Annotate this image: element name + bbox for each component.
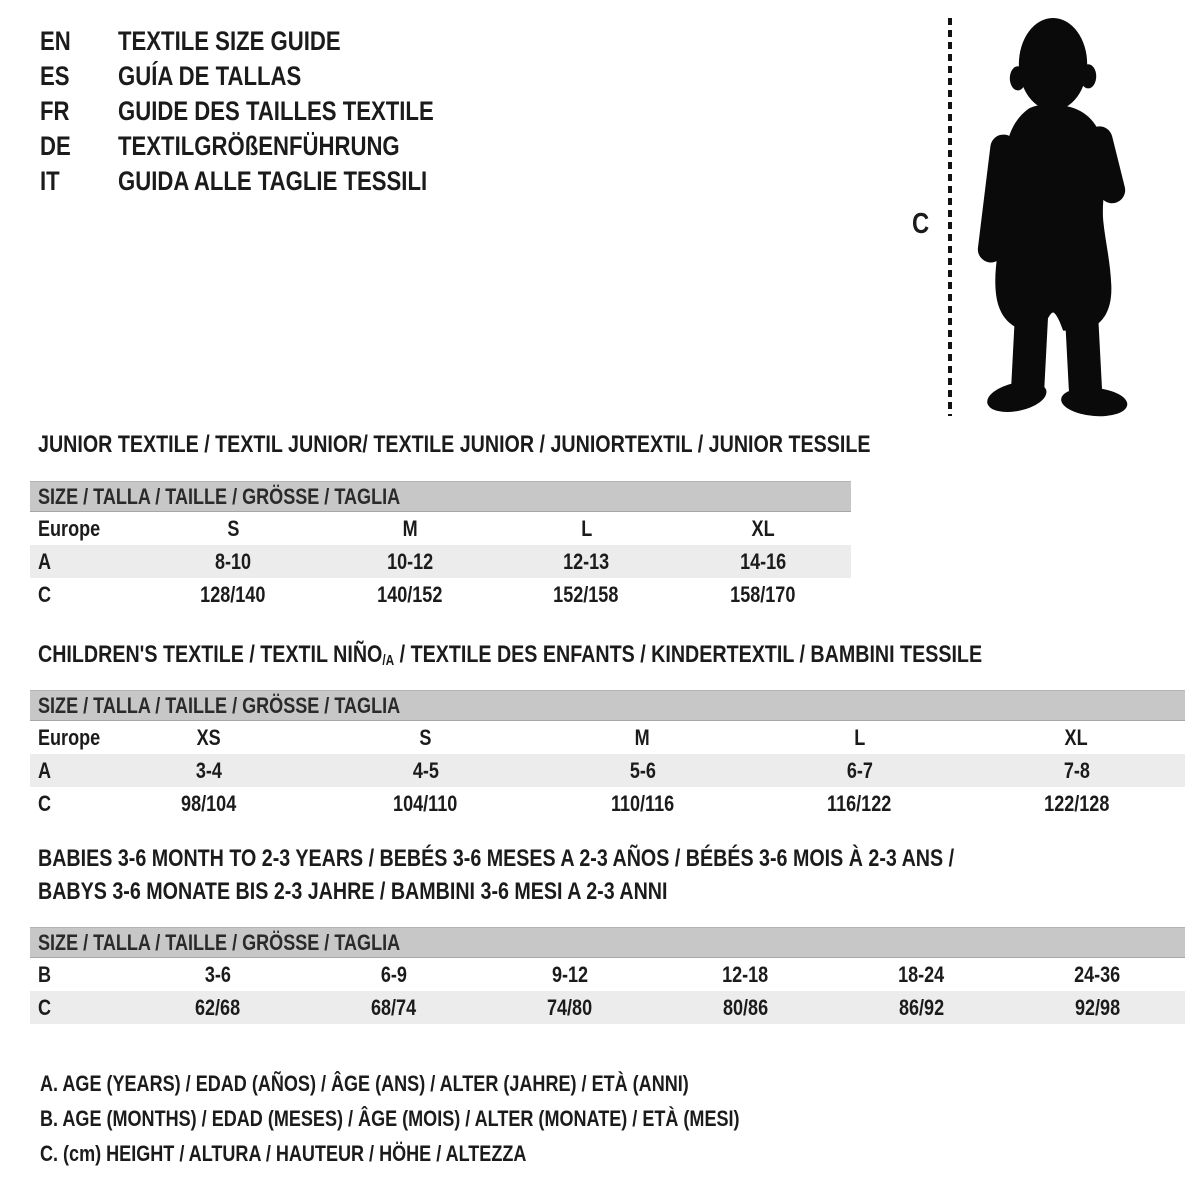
size-cell: [145, 512, 322, 545]
height-value: 74/80: [546, 995, 593, 1020]
size-header-band: [30, 927, 1185, 958]
language-code-text: IT: [40, 166, 60, 196]
age-cell: [675, 545, 852, 578]
language-code-text: EN: [40, 26, 71, 56]
row-label: [30, 545, 145, 578]
size-value: M: [402, 516, 418, 541]
height-value: 158/170: [730, 582, 796, 607]
age-value: 10-12: [386, 549, 433, 574]
table-row-europe: [30, 721, 1185, 754]
row-label: [30, 958, 130, 991]
legend-line-b-wrap: [40, 1101, 893, 1136]
table-row-europe: [30, 512, 851, 545]
table-row-height: [30, 578, 851, 611]
row-label-text: Europe: [38, 725, 101, 750]
language-row-es: [40, 59, 503, 94]
row-label: [30, 578, 145, 611]
age-value: 6-7: [846, 758, 873, 783]
months-value: 3-6: [204, 962, 231, 987]
language-code: [40, 164, 118, 199]
height-cell: [306, 991, 482, 1024]
age-value: 4-5: [412, 758, 439, 783]
height-cell: [833, 991, 1009, 1024]
row-label-text: C: [38, 995, 52, 1020]
size-cell: [498, 512, 675, 545]
height-value: 128/140: [200, 582, 266, 607]
junior-section-title: [38, 432, 1053, 458]
size-header-band: [30, 481, 851, 512]
height-value: 152/158: [553, 582, 619, 607]
size-cell: [751, 721, 968, 754]
height-value: 116/122: [827, 791, 892, 816]
size-cell: [534, 721, 751, 754]
months-value: 6-9: [380, 962, 407, 987]
row-label-text: C: [38, 582, 52, 607]
size-cell: [317, 721, 534, 754]
height-cell: [968, 787, 1185, 820]
months-cell: [833, 958, 1009, 991]
language-row-en: [40, 24, 503, 59]
language-code: [40, 129, 118, 164]
months-value: 18-24: [898, 962, 945, 987]
height-measure-dashed-line: [948, 18, 952, 416]
legend-line-a-wrap: [40, 1066, 893, 1101]
size-header-band: [30, 690, 1185, 721]
size-cell: [100, 721, 317, 754]
height-cell: [322, 578, 499, 611]
age-cell: [100, 754, 317, 787]
babies-title-line2: BABYS 3-6 MONATE BIS 2-3 JAHRE / BAMBINI 3-6 MESI A 2-3 ANNI: [38, 878, 668, 905]
guide-title-text: GUIDA ALLE TAGLIE TESSILI: [118, 166, 428, 196]
row-label: [30, 787, 100, 820]
height-cell: [657, 991, 833, 1024]
size-cell: [968, 721, 1185, 754]
height-cell: [100, 787, 317, 820]
row-label: [30, 512, 145, 545]
table-row-age: [30, 754, 1185, 787]
guide-title-text: TEXTILGRÖßENFÜHRUNG: [118, 131, 400, 161]
babies-title-line1-wrap: [38, 842, 1155, 875]
table-row-height: [30, 787, 1185, 820]
language-row-de: [40, 129, 503, 164]
size-value: S: [419, 725, 432, 750]
guide-title: [118, 24, 503, 59]
age-cell: [534, 754, 751, 787]
row-label-text: C: [38, 791, 52, 816]
height-value: 104/110: [393, 791, 458, 816]
guide-title: [118, 164, 503, 199]
row-label: [30, 991, 130, 1024]
size-value: S: [227, 516, 240, 541]
row-label: [30, 754, 100, 787]
size-value: M: [634, 725, 651, 750]
table-row-age: [30, 545, 851, 578]
height-cell: [1009, 991, 1185, 1024]
size-header-text: SIZE / TALLA / TAILLE / GRÖSSE / TAGLIA: [38, 930, 401, 955]
junior-size-table: [30, 481, 851, 611]
age-value: 8-10: [215, 549, 252, 574]
height-measure-label-text: C: [912, 208, 930, 240]
guide-title-text: GUÍA DE TALLAS: [118, 61, 302, 91]
age-cell: [498, 545, 675, 578]
height-cell: [534, 787, 751, 820]
months-cell: [130, 958, 306, 991]
months-cell: [657, 958, 833, 991]
height-cell: [145, 578, 322, 611]
height-value: 110/116: [610, 791, 675, 816]
months-value: 9-12: [551, 962, 588, 987]
guide-title-text: GUIDE DES TAILLES TEXTILE: [118, 96, 434, 126]
legend-line-c-wrap: [40, 1136, 893, 1171]
size-header-text: SIZE / TALLA / TAILLE / GRÖSSE / TAGLIA: [38, 484, 401, 509]
age-cell: [145, 545, 322, 578]
age-cell: [322, 545, 499, 578]
age-cell: [968, 754, 1185, 787]
size-value: XL: [1064, 725, 1089, 750]
language-row-it: [40, 164, 503, 199]
height-value: 68/74: [371, 995, 417, 1020]
size-value: XL: [751, 516, 775, 541]
height-value: 62/68: [195, 995, 241, 1020]
height-value: 98/104: [180, 791, 237, 816]
size-cell: [322, 512, 499, 545]
language-row-fr: [40, 94, 503, 129]
legend: [40, 1066, 893, 1171]
height-cell: [130, 991, 306, 1024]
babies-size-table: [30, 927, 1185, 1024]
table-row-height: [30, 991, 1185, 1024]
months-cell: [482, 958, 658, 991]
age-value: 14-16: [739, 549, 786, 574]
size-value: XS: [196, 725, 221, 750]
height-cell: [317, 787, 534, 820]
children-title-prefix: CHILDREN'S TEXTILE / TEXTIL NIÑO: [38, 641, 383, 668]
language-code: [40, 59, 118, 94]
language-title-list: [40, 24, 503, 199]
age-value: 7-8: [1063, 758, 1090, 783]
months-cell: [1009, 958, 1185, 991]
babies-title-line2-wrap: [38, 875, 1155, 908]
legend-line-c: C. (cm) HEIGHT / ALTURA / HAUTEUR / HÖHE / ALTEZZA: [40, 1141, 527, 1166]
height-value: 86/92: [898, 995, 944, 1020]
age-cell: [317, 754, 534, 787]
height-value: 80/86: [722, 995, 768, 1020]
legend-line-b: B. AGE (MONTHS) / EDAD (MESES) / ÂGE (MOIS) / ALTER (MONATE) / ETÀ (MESI): [40, 1106, 740, 1131]
guide-title: [118, 94, 503, 129]
size-cell: [675, 512, 852, 545]
row-label-text: Europe: [38, 516, 101, 541]
height-value: 140/152: [377, 582, 443, 607]
height-value: 122/128: [1043, 791, 1110, 816]
size-value: L: [580, 516, 592, 541]
toddler-silhouette-icon: [962, 16, 1138, 418]
language-code-text: DE: [40, 131, 71, 161]
height-cell: [675, 578, 852, 611]
months-cell: [306, 958, 482, 991]
children-section-title: [38, 642, 1189, 671]
legend-line-a: A. AGE (YEARS) / EDAD (AÑOS) / ÂGE (ANS) / ALTER (JAHRE) / ETÀ (ANNI): [40, 1071, 689, 1096]
size-value: L: [853, 725, 866, 750]
height-value: 92/98: [1074, 995, 1120, 1020]
children-title-suffix: / TEXTILE DES ENFANTS / KINDERTEXTIL / BAMBINI TESSILE: [394, 641, 983, 668]
age-cell: [751, 754, 968, 787]
language-code-text: ES: [40, 61, 70, 91]
age-value: 12-13: [563, 549, 610, 574]
language-code: [40, 94, 118, 129]
guide-title-text: TEXTILE SIZE GUIDE: [118, 26, 341, 56]
height-cell: [498, 578, 675, 611]
row-label-text: A: [38, 549, 52, 574]
height-cell: [751, 787, 968, 820]
guide-title: [118, 129, 503, 164]
children-title-sub: /A: [382, 653, 395, 670]
language-code-text: FR: [40, 96, 70, 126]
junior-section-title-text: JUNIOR TEXTILE / TEXTIL JUNIOR/ TEXTILE JUNIOR / JUNIORTEXTIL / JUNIOR TESSILE: [38, 431, 871, 458]
age-value: 3-4: [195, 758, 222, 783]
table-row-months: [30, 958, 1185, 991]
row-label-text: A: [38, 758, 52, 783]
children-size-table: [30, 690, 1185, 820]
language-code: [40, 24, 118, 59]
row-label-text: B: [38, 962, 52, 987]
age-value: 5-6: [629, 758, 656, 783]
height-measure-label: [912, 208, 933, 241]
babies-section-title: [38, 842, 1155, 908]
guide-title: [118, 59, 503, 94]
months-value: 12-18: [722, 962, 769, 987]
children-section-title-text: [38, 642, 982, 671]
size-header-text: SIZE / TALLA / TAILLE / GRÖSSE / TAGLIA: [38, 693, 401, 718]
babies-title-line1: BABIES 3-6 MONTH TO 2-3 YEARS / BEBÉS 3-6 MESES A 2-3 AÑOS / BÉBÉS 3-6 MOIS À 2-3 ANS /: [38, 845, 955, 872]
row-label: [30, 721, 100, 754]
months-value: 24-36: [1073, 962, 1121, 987]
height-cell: [482, 991, 658, 1024]
